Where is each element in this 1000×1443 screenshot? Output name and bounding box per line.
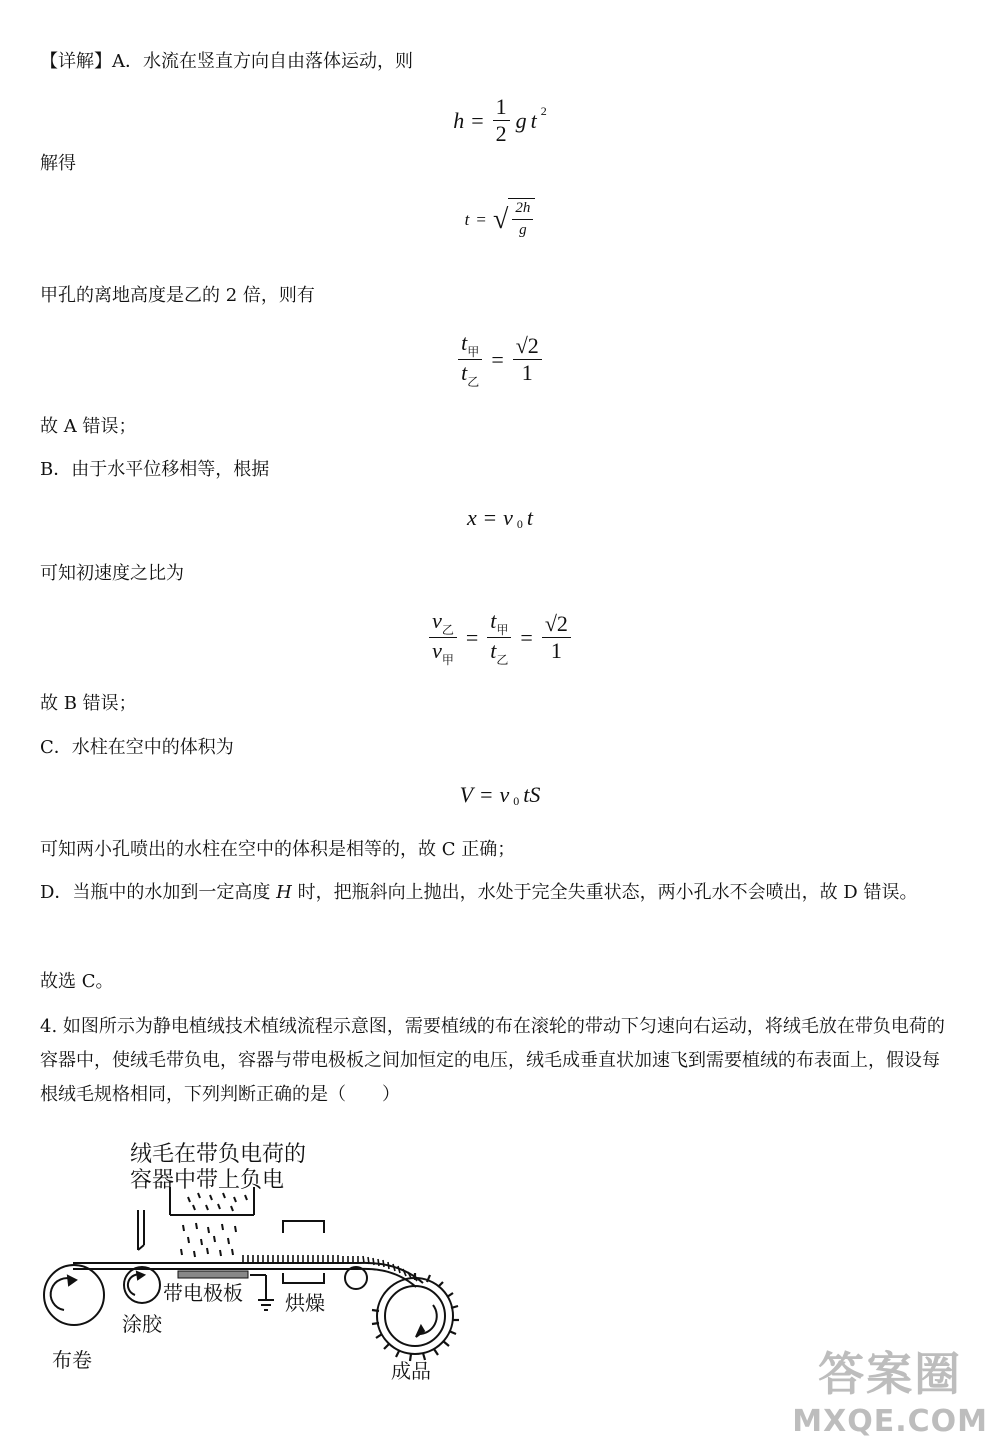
eq-equals: = [471, 107, 484, 133]
text-line-c-correct: 可知两小孔喷出的水柱在空中的体积是相等的，故 C 正确； [40, 839, 516, 860]
eq-var-v: v [432, 638, 442, 663]
eq-sub-zero: 0 [516, 516, 523, 531]
ground-icon [250, 1275, 274, 1310]
eq-var-tS: tS [523, 782, 541, 807]
eq-var-t: t [490, 608, 497, 633]
text-d-part2: 时，把瓶斜向上抛出，水处于完全失重状态，两小孔水不会喷出，故 D 错误。 [291, 882, 918, 903]
cloth-roll [44, 1265, 104, 1325]
label-electrode-plate: 带电极板 [163, 1281, 243, 1305]
eq-var-t: t [461, 330, 468, 355]
question-4: 4. 如图所示为静电植绒技术植绒流程示意图，需要植绒的布在滚轮的带动下匀速向右运动，将绒毛放在带负电荷的容器中，使绒毛带负电，容器与带电极板之间加恒定的电压，绒毛成垂直状加速飞到需要植绒的布表面上，假设每根绒毛规格相同，下列判断正确的是（ ） [40, 1016, 945, 1105]
caption-line2: 容器中带上负电 [130, 1168, 285, 1193]
text-d-part1: D．当瓶中的水加到一定高度 [40, 882, 277, 903]
eq-fraction-t-ratio [458, 331, 482, 388]
caption-line1: 绒毛在带负电荷的 [130, 1142, 307, 1167]
glue-roller [124, 1267, 160, 1303]
eq-equals: = [476, 210, 486, 229]
eq-sub-zero: 0 [513, 793, 520, 808]
text-line-a: 【详解】A．水流在竖直方向自由落体运动，则 [40, 51, 413, 72]
text-line-d [40, 876, 955, 910]
text-line-a-wrong: 故 A 错误； [40, 416, 137, 437]
eq-numerator: 2h [512, 199, 533, 220]
eq-var-x: x [466, 505, 477, 530]
eq-var-t: t [526, 505, 534, 530]
eq-numerator: 1 [493, 95, 510, 121]
equation-volume [0, 782, 1000, 808]
eq-var-g: g [515, 107, 527, 133]
eq-denominator: 2 [495, 121, 507, 146]
flocking-diagram [38, 1135, 468, 1395]
eq-sub-jia: 甲 [467, 345, 480, 359]
text-line-answer: 故选 C。 [40, 971, 114, 992]
product-roll [372, 1273, 459, 1361]
eq-fraction-half [493, 95, 510, 146]
text-line-c: C．水柱在空中的体积为 [40, 737, 234, 758]
eq-exponent: 2 [540, 104, 547, 118]
eq-denominator: 1 [550, 638, 562, 663]
equation-velocity-ratio [0, 608, 1000, 666]
text-line-b-wrong: 故 B 错误； [40, 693, 137, 714]
label-product: 成品 [391, 1359, 431, 1383]
eq-equals: = [465, 624, 479, 650]
eq-equals: = [480, 782, 493, 807]
eq-var-h: h [453, 107, 465, 133]
text-line-height-ratio: 甲孔的离地高度是乙的 2 倍，则有 [40, 285, 315, 306]
sqrt-symbol: √ [492, 204, 509, 235]
eq-var-t: t [490, 638, 497, 663]
watermark-logo [792, 1338, 988, 1439]
falling-fibers [181, 1223, 236, 1257]
eq-var-v: v [499, 782, 510, 807]
eq-sub-jia: 甲 [441, 653, 454, 667]
eq-sub-jia: 甲 [496, 623, 509, 637]
eq-fraction-v-ratio [429, 609, 457, 666]
eq-fraction-t-ratio [487, 609, 511, 666]
eq-sub-yi: 乙 [467, 375, 480, 389]
eq-var-t: t [530, 107, 537, 133]
text-line-solve: 解得 [40, 153, 76, 174]
equation-time-ratio [0, 330, 1000, 388]
watermark-top: 答案圈 [818, 1347, 963, 1401]
dryer-box [283, 1221, 324, 1283]
label-glue: 涂胶 [122, 1312, 162, 1336]
eq-sub-yi: 乙 [441, 623, 454, 637]
text-line-b: B．由于水平位移相等，根据 [40, 459, 270, 480]
eq-var-t: t [461, 360, 468, 385]
label-dryer: 烘燥 [285, 1291, 325, 1315]
eq-sub-yi: 乙 [496, 653, 509, 667]
eq-var-v: v [432, 608, 442, 633]
eq-var-V: V [459, 782, 474, 807]
eq-var-v: v [503, 505, 513, 530]
eq-sqrt [493, 198, 535, 242]
eq-fraction-sqrt2 [542, 612, 571, 663]
label-cloth-roll: 布卷 [52, 1348, 92, 1372]
eq-equals: = [491, 346, 504, 372]
equation-time [0, 198, 1000, 242]
eq-denominator: 1 [521, 360, 533, 385]
equation-free-fall [0, 95, 1000, 146]
eq-equals: = [483, 505, 497, 530]
text-line-velocity-ratio: 可知初速度之比为 [40, 563, 184, 584]
glue-nozzle [138, 1210, 144, 1250]
guide-roller [345, 1267, 367, 1289]
eq-fraction-sqrt2 [513, 334, 542, 385]
eq-fraction-2h-g [512, 199, 533, 240]
eq-var-H: H [276, 882, 292, 903]
watermark-url: MXQE.COM [792, 1404, 988, 1439]
eq-equals: = [520, 624, 533, 650]
eq-denominator: g [519, 222, 527, 238]
eq-numerator: √2 [513, 334, 542, 360]
electrode-plate [178, 1271, 248, 1278]
eq-var-t: t [464, 210, 470, 229]
eq-numerator: √2 [542, 612, 571, 638]
equation-displacement [0, 505, 1000, 531]
